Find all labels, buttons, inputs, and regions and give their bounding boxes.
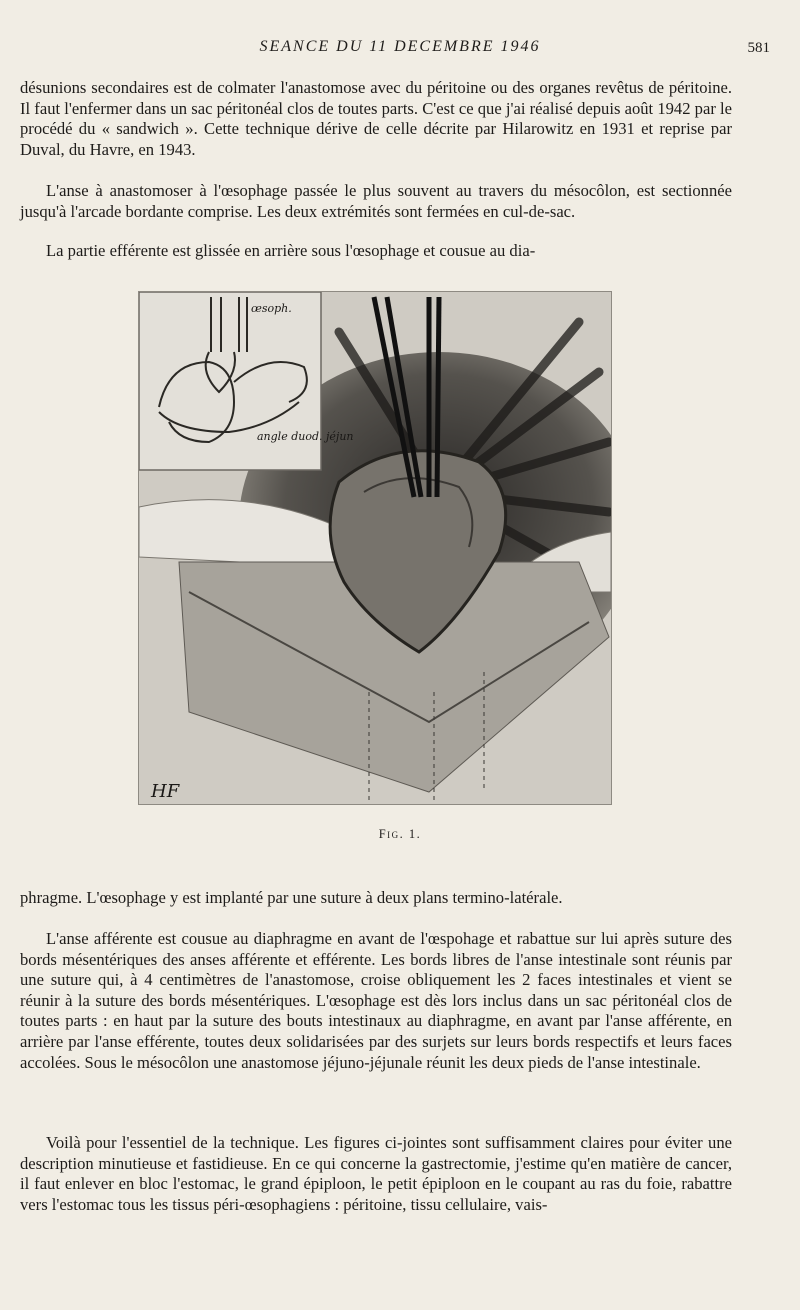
inset-label-angle: angle duod. jéjun <box>257 430 354 443</box>
surgical-illustration <box>138 291 612 805</box>
inset-label-oesoph: œsoph. <box>251 302 292 315</box>
page-number: 581 <box>747 40 770 56</box>
paragraph-1: désunions secondaires est de colmater l'anastomose avec du péritoine ou des organes revêtus de péritoine. Il faut l'enfermer dans un sac péritonéal clos de toutes parts. C'est ce que j'ai réalisé depuis août 1942 par le procédé du « sandwich ». Cette technique dérive de celle décrite par Hilarowitz en 1931 et reprise par Duval, du Havre, en 1943. <box>20 78 732 159</box>
paragraph-5: L'anse afférente est cousue au diaphragme en avant de l'œspohage et rabattue sur lui après suture des bords mésentériques des anses afférente et efférente. Les bords libres de l'anse intestinale sont réunis par une suture qui, à 4 centimètres de l'anastomose, croise obliquement les 2 faces intestinales et vient se réunir à la suture des bords mésentériques. L'œsophage est dès lors inclus dans un sac péritonéal clos de toutes parts : en haut par la suture des bouts intestinaux au diaphragme, en avant par l'anse afférente, en arrière par l'anse efférente, toutes deux solidarisées par des surjets sur leurs bords respectifs et leurs faces accolées. Sous le mésocôlon une anastomose jéjuno-jéjunale réunit les deux pieds de l'anse intestinale. <box>20 929 732 1072</box>
illustration-drawing <box>139 292 611 804</box>
paragraph-2: L'anse à anastomoser à l'œsophage passée le plus souvent au travers du mésocôlon, est sectionnée jusqu'à l'arcade bordante comprise. Les deux extrémités sont fermées en cul-de-sac. <box>20 181 732 221</box>
artist-signature: HF <box>151 781 180 802</box>
paragraph-6: Voilà pour l'essentiel de la technique. Les figures ci-jointes sont suffisamment claires pour éviter une description minutieuse et fastidieuse. En ce qui concerne la gastrectomie, j'estime qu'en matière de cancer, il faut enlever en bloc l'estomac, le grand épiploon, le petit épiploon en le coupant au ras du foie, rabattre vers l'estomac tous les tissus péri-œsophagiens : péritoine, tissu cellulaire, vais- <box>20 1133 732 1214</box>
figure-caption: Fig. 1. <box>378 827 422 841</box>
running-title: SEANCE DU 11 DECEMBRE 1946 <box>259 38 541 55</box>
paragraph-3: La partie efférente est glissée en arrière sous l'œsophage et cousue au dia- <box>46 241 536 260</box>
paragraph-4: phragme. L'œsophage y est implanté par une suture à deux plans termino-latérale. <box>20 888 563 907</box>
running-header <box>0 38 800 62</box>
